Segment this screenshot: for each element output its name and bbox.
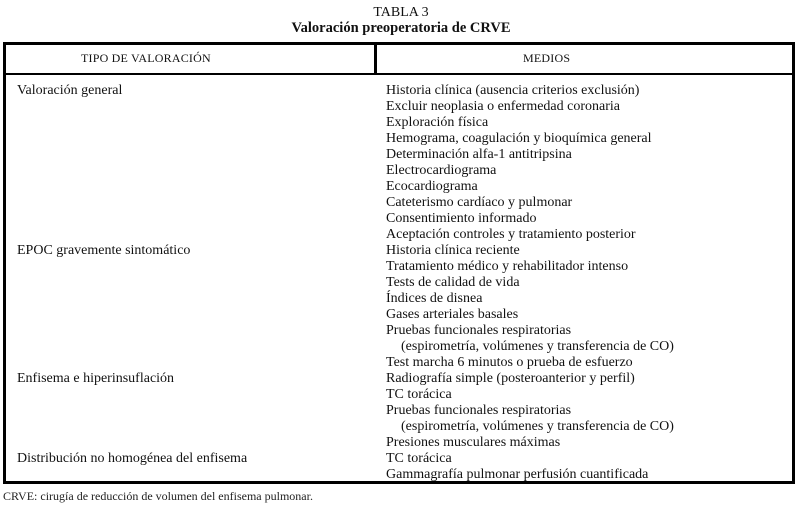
table-number: TABLA 3 [373, 5, 429, 20]
means-item: Ecocardiograma [386, 179, 478, 194]
means-item: Aceptación controles y tratamiento posterior [386, 227, 636, 242]
means-item: Determinación alfa-1 antitripsina [386, 147, 572, 162]
means-item: Electrocardiograma [386, 163, 497, 178]
means-item: Historia clínica reciente [386, 243, 520, 258]
means-item: Historia clínica (ausencia criterios exclusión) [386, 83, 640, 98]
means-item: Radiografía simple (posteroanterior y perfil) [386, 371, 635, 386]
category-label: Valoración general [17, 83, 123, 98]
means-item: Gases arteriales basales [386, 307, 519, 322]
assessment-table [3, 42, 795, 484]
means-item: Hemograma, coagulación y bioquímica general [386, 131, 652, 146]
means-item: Tests de calidad de vida [386, 275, 520, 290]
means-item: Presiones musculares máximas [386, 435, 561, 450]
means-item: Tratamiento médico y rehabilitador intenso [386, 259, 629, 274]
category-label: EPOC gravemente sintomático [17, 243, 191, 258]
means-item: Índices de disnea [386, 291, 483, 306]
means-item: Test marcha 6 minutos o prueba de esfuerzo [386, 355, 633, 370]
means-item: TC torácica [386, 387, 452, 402]
column-divider [374, 45, 377, 74]
means-item: Consentimiento informado [386, 211, 537, 226]
table-title: Valoración preoperatoria de CRVE [291, 20, 511, 36]
means-item: TC torácica [386, 451, 452, 466]
means-item: Pruebas funcionales respiratorias [386, 403, 572, 418]
means-item: Pruebas funcionales respiratorias [386, 323, 572, 338]
means-item: (espirometría, volúmenes y transferencia de CO) [401, 339, 674, 354]
header-means: MEDIOS [523, 51, 571, 65]
means-item: Cateterismo cardíaco y pulmonar [386, 195, 573, 210]
table-footnote: CRVE: cirugía de reducción de volumen del enfisema pulmonar. [3, 489, 313, 503]
category-label: Enfisema e hiperinsuflación [17, 371, 175, 386]
means-item: Exploración física [386, 115, 489, 130]
means-item: (espirometría, volúmenes y transferencia de CO) [401, 419, 674, 434]
category-label: Distribución no homogénea del enfisema [17, 451, 248, 466]
table-header-row [6, 45, 792, 75]
means-item: Excluir neoplasia o enfermedad coronaria [386, 99, 621, 114]
means-item: Gammagrafía pulmonar perfusión cuantificada [386, 467, 649, 482]
header-type: TIPO DE VALORACIÓN [81, 51, 211, 65]
